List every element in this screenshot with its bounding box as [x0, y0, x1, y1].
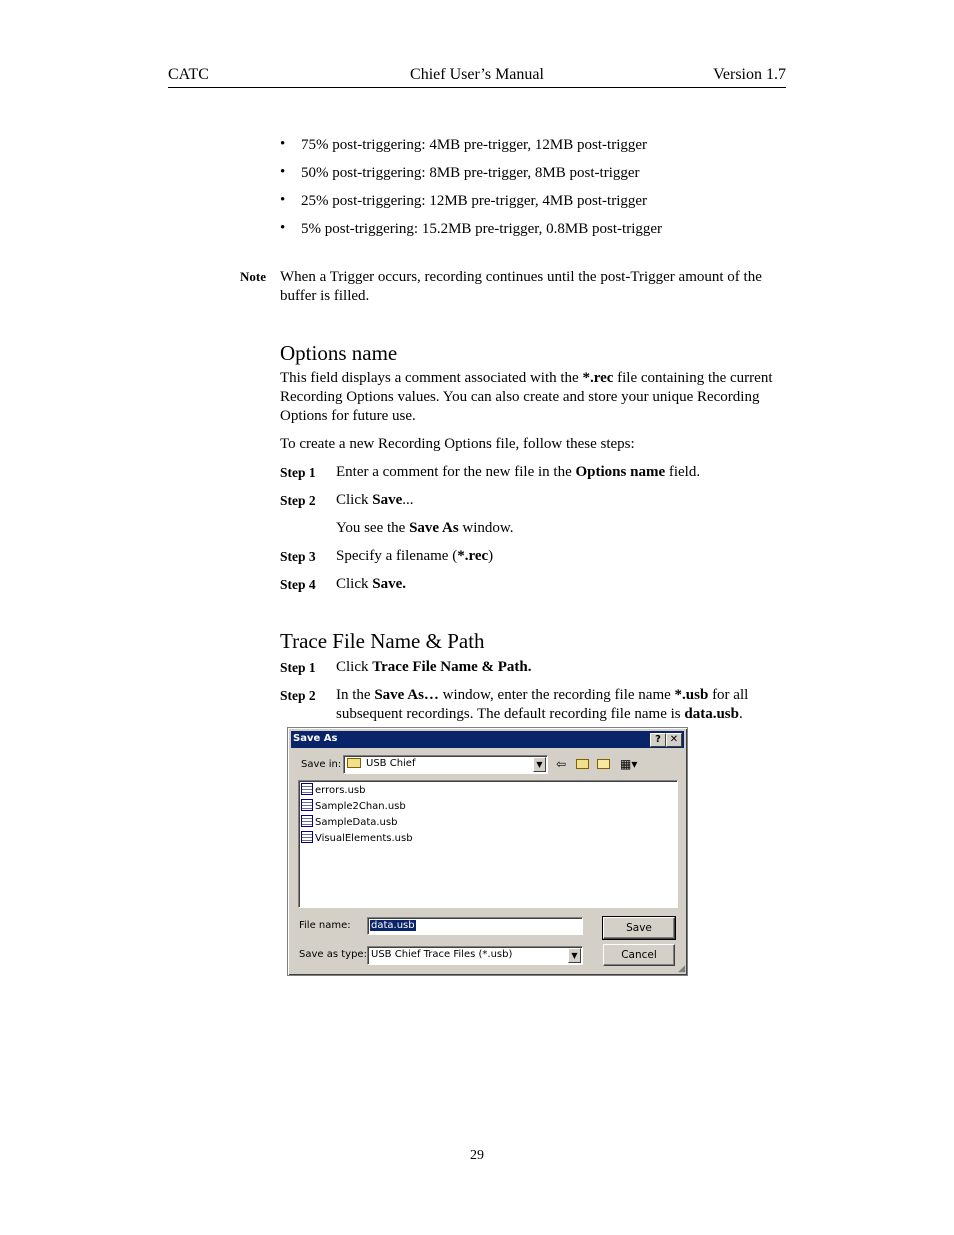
- cancel-button[interactable]: Cancel: [603, 944, 675, 966]
- chevron-down-icon[interactable]: ▼: [568, 948, 581, 963]
- save-type-value: USB Chief Trace Files (*.usb): [371, 949, 513, 960]
- file-name-input[interactable]: [367, 917, 583, 935]
- file-list[interactable]: [298, 780, 678, 908]
- options-name-intro: To create a new Recording Options file, follow these steps:: [280, 436, 635, 452]
- note-label: Note: [240, 269, 266, 284]
- save-button[interactable]: Save: [603, 917, 675, 939]
- section-heading-options-name: Options name: [280, 341, 398, 365]
- list-item[interactable]: Sample2Chan.usb: [301, 799, 406, 815]
- step-label: Step 3: [280, 549, 316, 564]
- step-text: Specify a filename (*.rec): [336, 548, 494, 564]
- bullet-icon: •: [280, 136, 286, 152]
- save-type-label: Save as type:: [299, 949, 367, 960]
- step-label: Step 1: [280, 465, 316, 480]
- back-arrow-icon[interactable]: ⇦: [556, 757, 567, 771]
- usb-file-icon: [301, 815, 313, 827]
- bullet-icon: •: [280, 192, 286, 208]
- help-button[interactable]: ?: [650, 733, 666, 747]
- step-text: In the Save As… window, enter the recording file name *.usb for all subsequent recordings. The default recording file name is data.usb.: [336, 687, 749, 722]
- list-item[interactable]: SampleData.usb: [301, 815, 397, 831]
- header-version: Version 1.7: [713, 66, 786, 83]
- file-name-label: File name:: [299, 920, 351, 931]
- step-label: Step 2: [280, 688, 316, 703]
- step-text: Click Save.: [336, 576, 406, 592]
- up-folder-icon[interactable]: [576, 758, 592, 770]
- file-name-value: data.usb: [371, 920, 415, 931]
- save-in-label: Save in:: [301, 759, 342, 770]
- step-text: Enter a comment for the new file in the Options name field.: [336, 464, 701, 480]
- save-in-dropdown[interactable]: [343, 755, 548, 774]
- bullet-icon: •: [280, 164, 286, 180]
- view-menu-icon[interactable]: ▦▾: [620, 757, 638, 771]
- folder-icon: [347, 758, 364, 770]
- usb-file-icon: [301, 799, 313, 811]
- step-text: Click Save...: [336, 492, 414, 508]
- step-text: Click Trace File Name & Path.: [336, 659, 532, 675]
- step-text: You see the Save As window.: [336, 520, 514, 536]
- header-left: CATC: [168, 66, 209, 83]
- header-title: Chief User’s Manual: [410, 66, 544, 83]
- list-item[interactable]: errors.usb: [301, 783, 366, 799]
- list-item[interactable]: VisualElements.usb: [301, 831, 413, 847]
- usb-file-icon: [301, 783, 313, 795]
- save-in-value: USB Chief: [366, 758, 416, 769]
- step-label: Step 1: [280, 660, 316, 675]
- dialog-title: Save As: [293, 733, 338, 744]
- bullet-icon: •: [280, 220, 286, 236]
- close-button[interactable]: ✕: [666, 733, 682, 747]
- page-header: [168, 66, 786, 88]
- save-as-dialog: [287, 727, 688, 976]
- step-label: Step 2: [280, 493, 316, 508]
- new-folder-icon[interactable]: [597, 758, 613, 770]
- resize-grip-icon[interactable]: ◢: [678, 964, 685, 974]
- chevron-down-icon[interactable]: ▼: [533, 757, 546, 772]
- save-type-dropdown[interactable]: [367, 946, 583, 965]
- step-label: Step 4: [280, 577, 316, 592]
- note-text: When a Trigger occurs, recording continues until the post-Trigger amount of the buffer is filled.: [280, 269, 762, 304]
- options-name-paragraph: This field displays a comment associated with the *.rec file containing the current Recording Options values. You can also create and store your unique Recording Options for future use.: [280, 370, 773, 424]
- usb-file-icon: [301, 831, 313, 843]
- dialog-titlebar: [291, 731, 684, 748]
- section-heading-trace-file: Trace File Name & Path: [280, 629, 485, 653]
- page-number: 29: [470, 1148, 484, 1163]
